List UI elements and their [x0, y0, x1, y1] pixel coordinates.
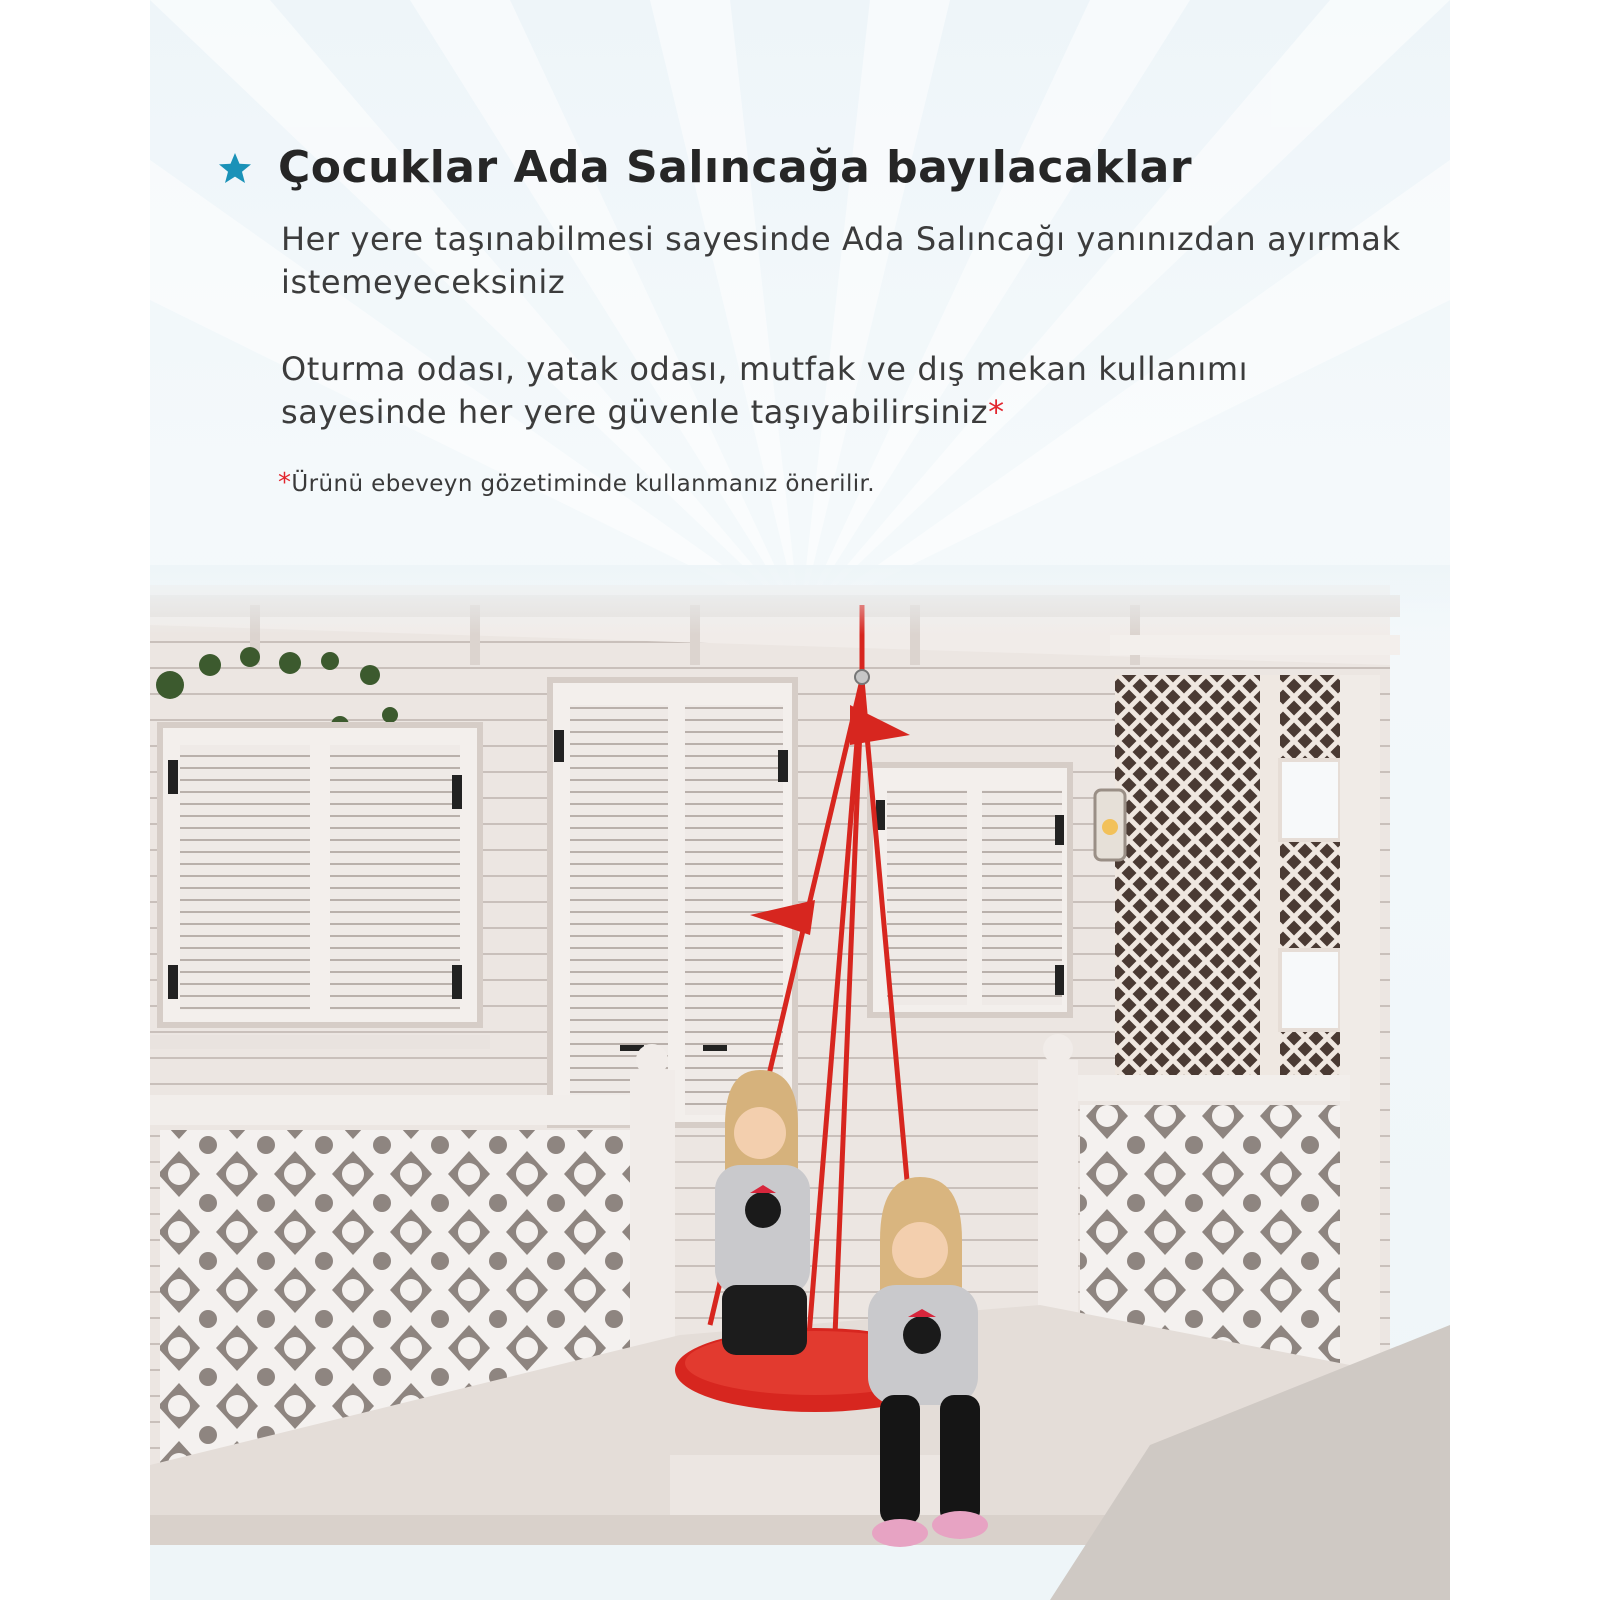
content-panel	[150, 0, 1450, 1600]
usage-paragraph	[281, 348, 1401, 434]
footnote-text: Ürünü ebeveyn gözetiminde kullanmanız önerilir.	[291, 471, 876, 497]
usage-text: Oturma odası, yatak odası, mutfak ve dış mekan kullanımı sayesinde her yere güvenle taşıyabilirsiniz	[281, 350, 1249, 431]
background-rays	[150, 0, 1450, 620]
product-photo	[150, 565, 1450, 1600]
footnote-asterisk: *	[278, 468, 292, 498]
page-title: Çocuklar Ada Salıncağa bayılacaklar	[278, 142, 1193, 193]
portability-text: Her yere taşınabilmesi sayesinde Ada Salıncağı yanınızdan ayırmak istemeyeceksiniz	[281, 220, 1401, 301]
portability-paragraph	[281, 218, 1401, 304]
usage-asterisk: *	[988, 393, 1005, 431]
star-icon	[218, 152, 252, 186]
footnote	[278, 468, 875, 498]
